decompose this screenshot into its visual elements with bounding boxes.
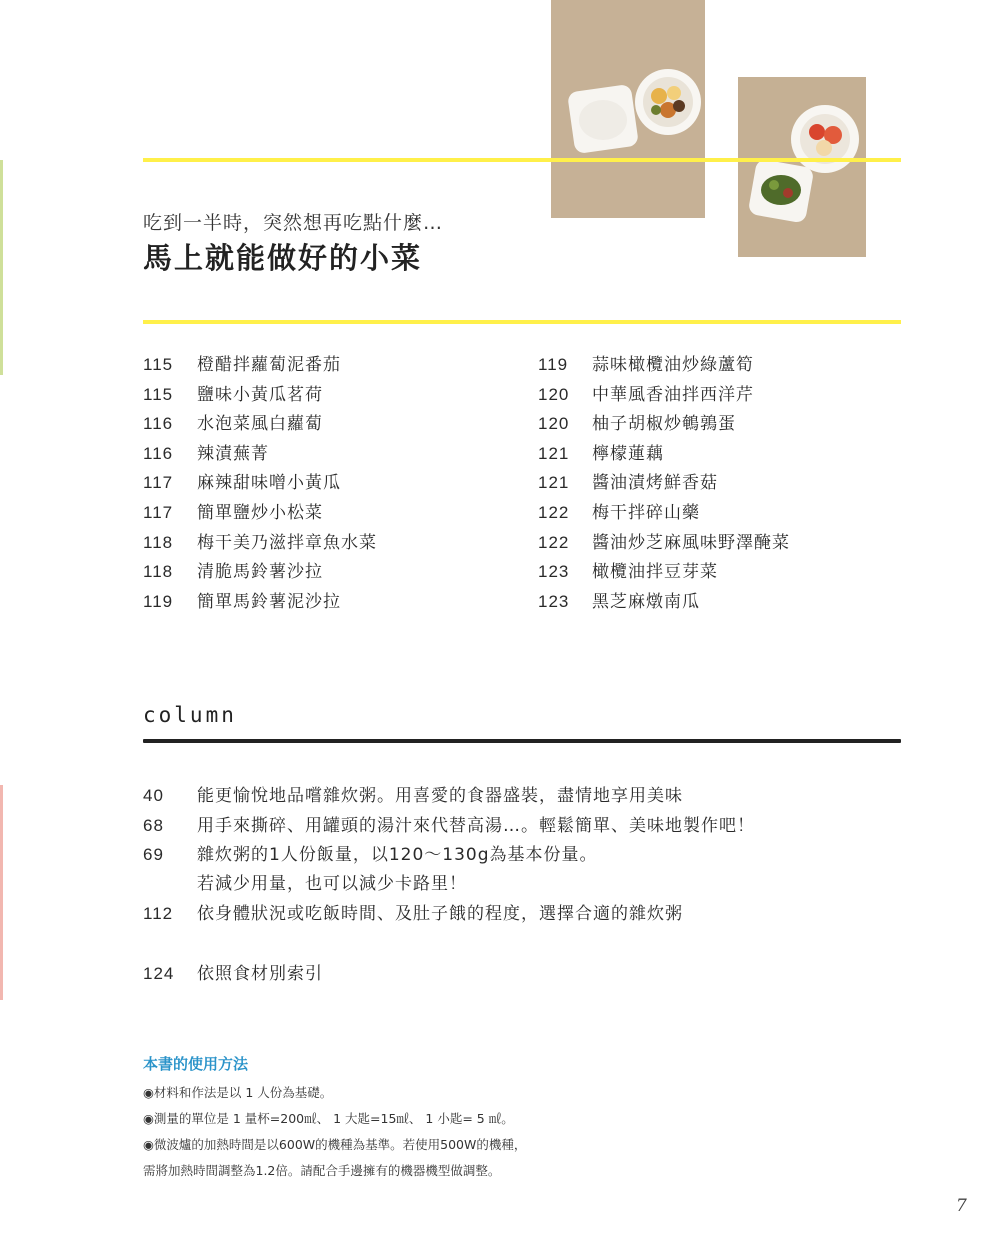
column-text: 若減少用量，也可以減少卡路里！	[197, 873, 467, 894]
highlight-line-bottom	[143, 320, 901, 324]
page-number: 112	[143, 904, 174, 924]
column-text: 能更愉悅地品嚐雜炊粥。用喜愛的食器盛裝，盡情地享用美味	[197, 786, 683, 806]
recipe-list-left	[143, 350, 377, 616]
page-number: 120	[538, 384, 570, 404]
recipe-name: 橙醋拌蘿蔔泥番茄	[197, 355, 341, 375]
recipe-name: 麻辣甜味噌小黃瓜	[197, 473, 341, 494]
recipe-list-right	[538, 350, 790, 616]
column-text: 雜炊粥的1人份飯量，以120～130g為基本份量。	[197, 845, 598, 866]
page-number: 118	[143, 532, 174, 552]
list-item	[538, 528, 790, 558]
list-item	[538, 380, 790, 410]
page-number: 115	[143, 384, 174, 404]
recipe-name: 鹽味小黃瓜茗荷	[197, 384, 323, 405]
page-number: 69	[143, 845, 164, 865]
edge-tab-green	[0, 160, 3, 375]
recipe-name: 橄欖油拌豆芽菜	[592, 562, 718, 583]
page-number: 40	[143, 786, 164, 805]
recipe-name: 清脆馬鈴薯沙拉	[197, 562, 323, 583]
page-number: 122	[538, 532, 570, 552]
page-number: 122	[538, 502, 570, 522]
howto-line: ◉微波爐的加熱時間是以600W的機種為基準。若使用500W的機種，	[143, 1137, 527, 1152]
howto-line: ◉測量的單位是 1 量杯=200㎖、 1 大匙=15㎖、 1 小匙= 5 ㎖。	[143, 1111, 514, 1126]
recipe-name: 辣漬蕪菁	[197, 443, 269, 464]
recipe-name: 梅干拌碎山藥	[592, 502, 700, 523]
column-text: 用手來撕碎、用罐頭的湯汁來代替高湯…。輕鬆簡單、美味地製作吧！	[197, 815, 755, 836]
page-number: 115	[143, 355, 174, 374]
page-number: 121	[538, 443, 570, 463]
recipe-name: 檸檬蓮藕	[592, 443, 664, 464]
column-rule	[143, 739, 901, 743]
page-number: 124	[143, 963, 175, 983]
page-number: 116	[143, 443, 174, 463]
list-item	[143, 468, 377, 498]
list-item	[143, 587, 377, 617]
list-item	[538, 409, 790, 439]
edge-tab-pink	[0, 785, 3, 1000]
page-number: 119	[538, 355, 569, 374]
recipe-name: 醬油炒芝麻風味野澤醃菜	[592, 532, 790, 553]
howto-section	[143, 1053, 526, 1184]
list-item	[143, 498, 377, 528]
howto-line: ◉材料和作法是以 1 人份為基礎。	[143, 1085, 333, 1100]
column-heading: column	[143, 703, 237, 727]
section-subtitle: 吃到一半時，突然想再吃點什麼…	[143, 212, 444, 234]
highlight-line-top	[143, 158, 901, 162]
recipe-name: 水泡菜風白蘿蔔	[197, 414, 323, 435]
page-number: 120	[538, 414, 570, 434]
recipe-name: 黑芝麻燉南瓜	[592, 591, 700, 612]
recipe-name: 醬油漬烤鮮香菇	[592, 473, 718, 494]
list-item	[143, 811, 755, 841]
list-item	[143, 409, 377, 439]
list-item	[143, 840, 755, 870]
column-text: 依身體狀況或吃飯時間、及肚子餓的程度，選擇合適的雜炊粥	[197, 904, 683, 925]
recipe-name: 蒜味橄欖油炒綠蘆筍	[592, 355, 754, 375]
list-item	[143, 870, 755, 900]
list-item	[143, 528, 377, 558]
list-item	[143, 557, 377, 587]
section-title: 馬上就能做好的小菜	[143, 241, 423, 275]
page-number: 123	[538, 591, 570, 611]
howto-line: 需將加熱時間調整為1.2倍。請配合手邊擁有的機器機型做調整。	[143, 1163, 501, 1178]
recipe-name: 中華風香油拌西洋芹	[592, 384, 754, 405]
list-item	[143, 959, 755, 989]
list-item	[538, 439, 790, 469]
list-item	[143, 899, 755, 929]
recipe-name: 簡單馬鈴薯泥沙拉	[197, 591, 341, 612]
page-number: 116	[143, 414, 174, 434]
list-item	[538, 350, 790, 380]
food-photo-rice-and-dish	[551, 0, 705, 218]
list-item	[143, 350, 377, 380]
list-item	[538, 587, 790, 617]
list-item	[143, 781, 755, 811]
recipe-name: 柚子胡椒炒鵪鶉蛋	[592, 414, 736, 435]
column-list	[143, 781, 755, 988]
page-number: 123	[538, 562, 570, 582]
food-photo-side-dishes	[738, 77, 866, 257]
howto-title: 本書的使用方法	[143, 1055, 249, 1073]
list-item	[538, 468, 790, 498]
page-number-footer: 7	[956, 1196, 967, 1216]
page-number: 121	[538, 473, 570, 493]
recipe-name: 梅干美乃滋拌章魚水菜	[197, 532, 377, 553]
column-text: 依照食材別索引	[197, 963, 323, 984]
recipe-name: 簡單鹽炒小松菜	[197, 502, 323, 523]
page-number: 117	[143, 502, 174, 522]
list-item	[143, 439, 377, 469]
list-item	[538, 498, 790, 528]
page-number: 117	[143, 473, 174, 493]
page-number: 118	[143, 562, 174, 582]
page-number: 119	[143, 591, 174, 611]
page-number: 68	[143, 815, 164, 835]
list-item	[143, 380, 377, 410]
list-item	[538, 557, 790, 587]
